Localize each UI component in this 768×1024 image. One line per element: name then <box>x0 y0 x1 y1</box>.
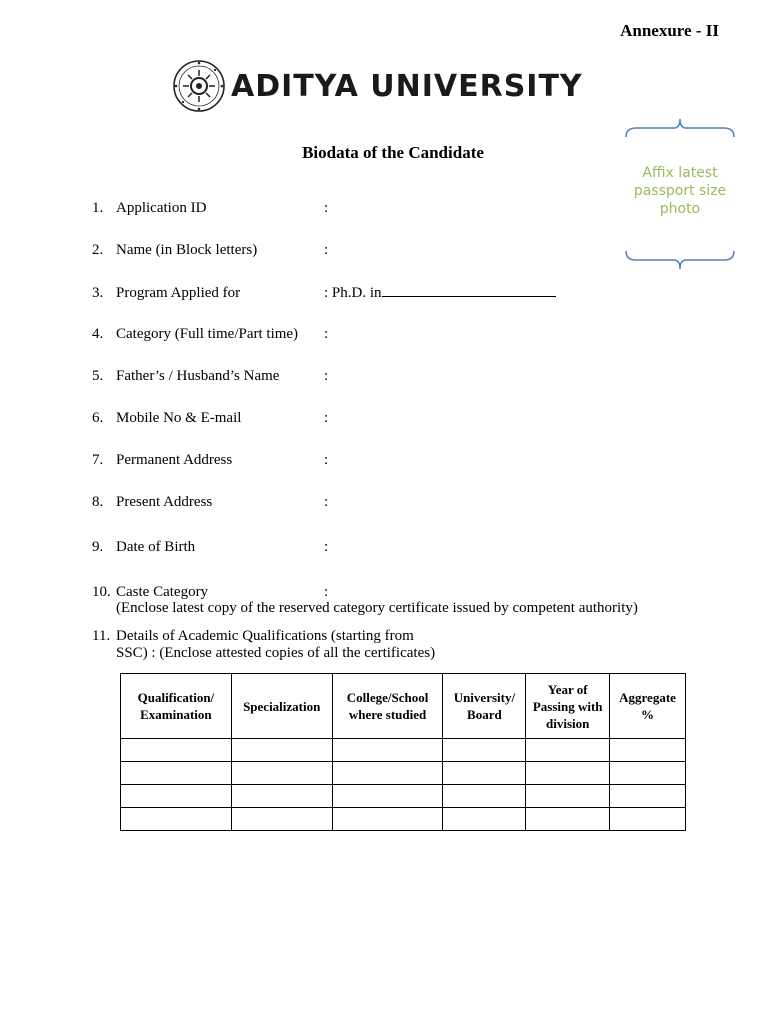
field-label: Date of Birth <box>116 539 196 555</box>
field-label: Caste Category <box>116 584 209 600</box>
field-program <box>92 282 556 302</box>
table-cell[interactable] <box>231 808 332 831</box>
table-cell[interactable] <box>332 808 443 831</box>
table-cell[interactable] <box>231 739 332 762</box>
field-label: Father’s / Husband’s Name <box>116 368 280 384</box>
table-cell[interactable] <box>443 808 526 831</box>
field-label: Permanent Address <box>116 452 233 468</box>
field-label: Category (Full time/Part time) <box>116 326 299 342</box>
column-header: Aggregate % <box>610 674 686 739</box>
table-cell[interactable] <box>231 762 332 785</box>
field-value: : <box>324 242 329 258</box>
table-body <box>121 739 686 831</box>
field-number: 3. <box>92 285 104 301</box>
table-cell[interactable] <box>443 762 526 785</box>
qualifications-table <box>120 673 686 831</box>
table-cell[interactable] <box>332 785 443 808</box>
table-cell[interactable] <box>526 762 610 785</box>
field-name <box>92 240 328 260</box>
field-academic-qualifications <box>92 626 414 646</box>
field-number: 11. <box>92 628 111 644</box>
field-number: 6. <box>92 410 104 426</box>
field-guardian-name <box>92 366 328 386</box>
table-cell[interactable] <box>332 739 443 762</box>
table-cell[interactable] <box>610 762 686 785</box>
column-header: Year of Passing with division <box>526 674 610 739</box>
table-header-row <box>121 674 686 739</box>
table-cell[interactable] <box>526 808 610 831</box>
table-cell[interactable] <box>332 762 443 785</box>
table-cell[interactable] <box>610 739 686 762</box>
field-category <box>92 324 328 344</box>
field-number: 1. <box>92 200 104 216</box>
field-value: : <box>324 539 329 555</box>
column-header: University/ Board <box>443 674 526 739</box>
field-label: Application ID <box>116 200 207 216</box>
form-title: Biodata of the Candidate <box>302 143 484 162</box>
field-value: : Ph.D. in <box>324 285 382 301</box>
field-value: : <box>324 494 329 510</box>
field-number: 2. <box>92 242 104 258</box>
field-application-id <box>92 198 328 218</box>
field-number: 8. <box>92 494 104 510</box>
table-row <box>121 808 686 831</box>
table-cell[interactable] <box>610 785 686 808</box>
table-cell[interactable] <box>526 739 610 762</box>
photo-placeholder <box>624 118 736 274</box>
academic-note: SSC) : (Enclose attested copies of all the certificates) <box>116 645 436 661</box>
field-number: 9. <box>92 539 104 555</box>
university-name: ADITYA UNIVERSITY <box>231 68 583 104</box>
annexure-label: Annexure - II <box>620 21 719 40</box>
field-number: 5. <box>92 368 104 384</box>
university-logo <box>171 58 591 114</box>
photo-instruction: Affix latest passport size photo <box>633 165 727 217</box>
table-row <box>121 762 686 785</box>
field-value: : <box>324 410 329 426</box>
table-cell[interactable] <box>526 785 610 808</box>
field-date-of-birth <box>92 537 328 557</box>
field-number: 7. <box>92 452 104 468</box>
table-cell[interactable] <box>443 739 526 762</box>
table-cell[interactable] <box>610 808 686 831</box>
top-brace-icon <box>624 118 736 138</box>
field-present-address <box>92 492 328 512</box>
field-label: Present Address <box>116 494 213 510</box>
table-cell[interactable] <box>231 785 332 808</box>
university-emblem-icon <box>171 58 227 114</box>
caste-note: (Enclose latest copy of the reserved category certificate issued by competent authority) <box>116 600 638 616</box>
table-row <box>121 785 686 808</box>
column-header: Specialization <box>231 674 332 739</box>
field-number: 10. <box>92 584 111 600</box>
column-header: Qualification/ Examination <box>121 674 232 739</box>
field-caste-category <box>92 582 328 602</box>
table-cell[interactable] <box>121 808 232 831</box>
field-mobile-email <box>92 408 328 428</box>
field-label: Name (in Block letters) <box>116 242 258 258</box>
bottom-brace-icon <box>624 250 736 270</box>
field-value: : <box>324 368 329 384</box>
field-value: : <box>324 200 329 216</box>
field-permanent-address <box>92 450 328 470</box>
table-cell[interactable] <box>121 762 232 785</box>
field-label: Program Applied for <box>116 285 241 301</box>
table-cell[interactable] <box>121 739 232 762</box>
field-label: Mobile No & E-mail <box>116 410 242 426</box>
table-cell[interactable] <box>121 785 232 808</box>
column-header: College/School where studied <box>332 674 443 739</box>
table-cell[interactable] <box>443 785 526 808</box>
field-value: : <box>324 452 329 468</box>
field-label: Details of Academic Qualifications (starting from <box>116 628 414 644</box>
field-number: 4. <box>92 326 104 342</box>
field-value: : <box>324 584 329 600</box>
field-value: : <box>324 326 329 342</box>
program-blank-line[interactable] <box>382 282 556 297</box>
table-row <box>121 739 686 762</box>
